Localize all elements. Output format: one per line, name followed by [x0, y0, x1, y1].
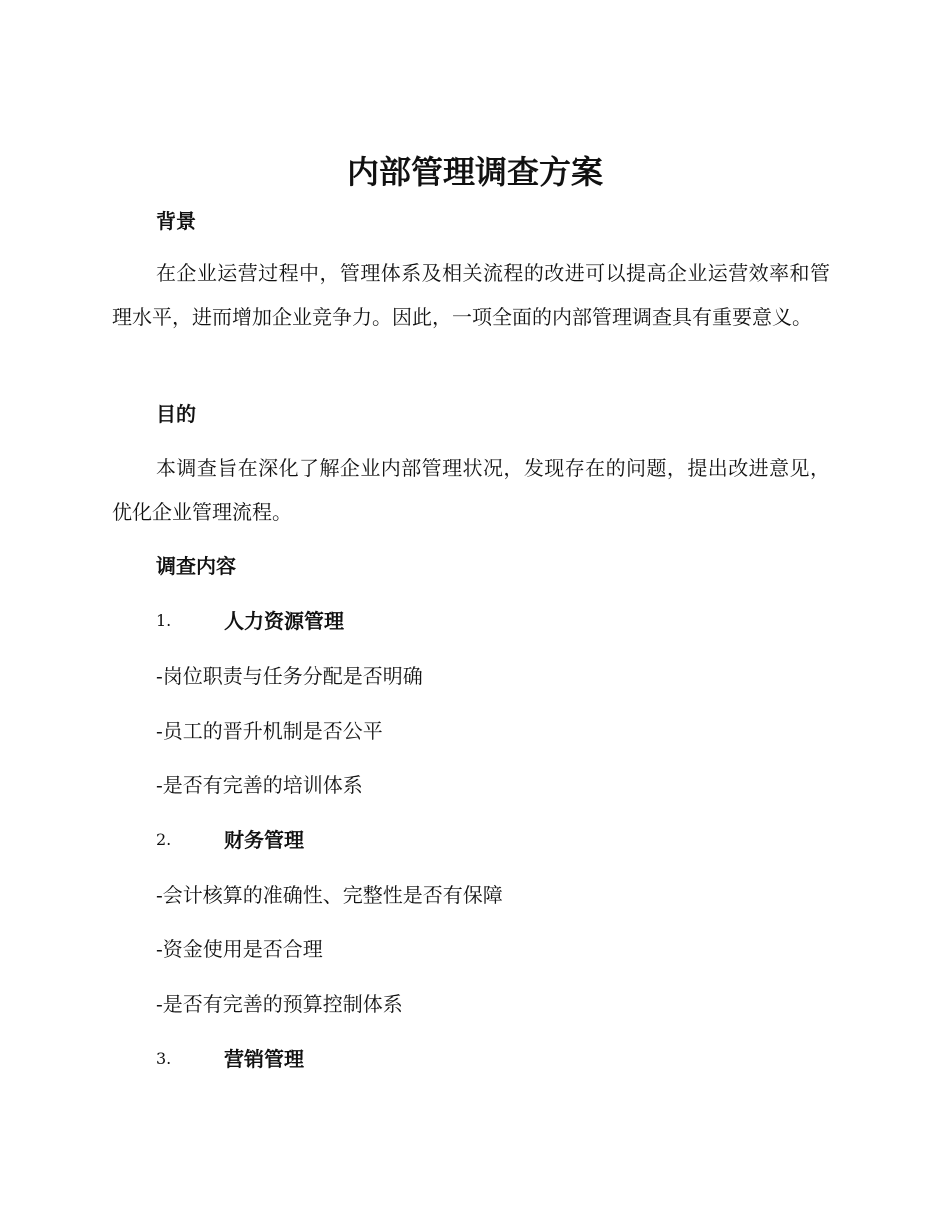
- list-point: -是否有完善的预算控制体系: [156, 992, 403, 1016]
- list-point: -员工的晋升机制是否公平: [156, 719, 383, 743]
- list-point: -资金使用是否合理: [156, 937, 323, 961]
- list-item-label: 财务管理: [224, 828, 304, 852]
- list-item-number: 3.: [156, 1049, 172, 1068]
- section-heading-purpose: 目的: [156, 402, 196, 426]
- section-paragraph-background: 在企业运营过程中，管理体系及相关流程的改进可以提高企业运营效率和管理水平，进而增加企业竞争力。因此，一项全面的内部管理调查具有重要意义。: [112, 261, 830, 329]
- list-item-number: 2.: [156, 830, 172, 849]
- section-heading-background: 背景: [156, 209, 196, 233]
- document-title: 内部管理调查方案: [346, 153, 603, 191]
- list-point: -是否有完善的培训体系: [156, 773, 363, 797]
- section-heading-content: 调查内容: [156, 554, 236, 578]
- list-item-label: 人力资源管理: [224, 609, 344, 633]
- list-item-label: 营销管理: [224, 1047, 304, 1071]
- list-point: -岗位职责与任务分配是否明确: [156, 664, 423, 688]
- list-point: -会计核算的准确性、完整性是否有保障: [156, 883, 503, 907]
- list-item-number: 1.: [156, 611, 172, 630]
- section-paragraph-purpose: 本调查旨在深化了解企业内部管理状况，发现存在的问题，提出改进意见，优化企业管理流程。: [112, 456, 830, 524]
